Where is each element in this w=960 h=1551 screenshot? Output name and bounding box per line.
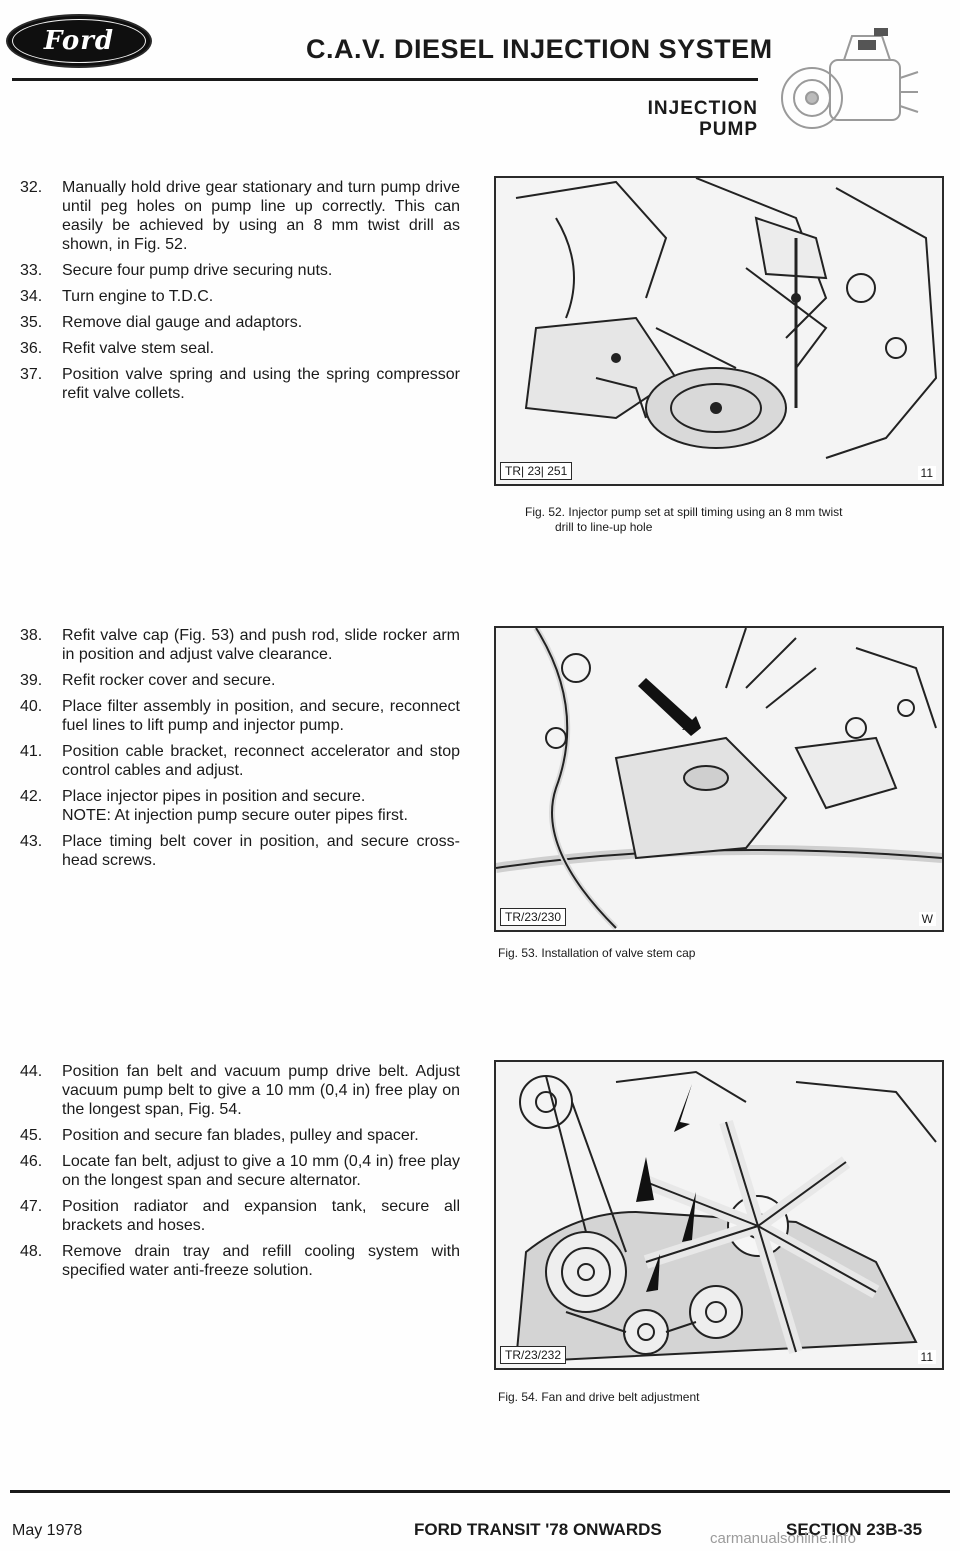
step-text: Remove dial gauge and adaptors. <box>62 314 303 331</box>
step-number: 48. <box>20 1243 43 1260</box>
step-text: Remove drain tray and refill cooling system with specified water anti-freeze solution. <box>62 1243 460 1279</box>
step-text <box>62 787 460 825</box>
fan-belt-drawing <box>496 1062 942 1368</box>
step-item <box>20 313 460 332</box>
footer-book-title: FORD TRANSIT '78 ONWARDS <box>414 1520 662 1539</box>
steps-group-a <box>20 178 460 403</box>
step-number: 34. <box>20 288 43 305</box>
figure-52-illustration <box>494 176 944 486</box>
step-number: 33. <box>20 262 43 279</box>
figure-53-illustration <box>494 626 944 932</box>
ford-logo <box>6 14 152 68</box>
section-title <box>648 98 758 140</box>
injector-pump-drawing <box>496 178 942 484</box>
figure-54-caption <box>498 1390 938 1405</box>
caption-line: drill to line-up hole <box>555 520 653 534</box>
steps-group-c <box>20 1062 460 1280</box>
step-item <box>20 1242 460 1280</box>
step-item <box>20 742 460 780</box>
step-item <box>20 697 460 735</box>
step-number: 39. <box>20 672 43 689</box>
step-text: Position fan belt and vacuum pump drive belt. Adjust vacuum pump belt to give a 10 mm (0,4 in) free play on the longest span, Fig. 54. <box>62 1063 460 1118</box>
step-text: Secure four pump drive securing nuts. <box>62 262 333 279</box>
section-title-line2: PUMP <box>699 119 758 140</box>
step-item <box>20 671 460 690</box>
step-number: 40. <box>20 698 43 715</box>
caption-line: Fig. 53. Installation of valve stem cap <box>498 946 696 960</box>
step-item <box>20 1152 460 1190</box>
footer-date: May 1978 <box>12 1522 83 1539</box>
step-note: NOTE: At injection pump secure outer pipes first. <box>62 807 408 824</box>
step-number: 37. <box>20 366 43 383</box>
step-text: Manually hold drive gear stationary and turn pump drive until peg holes on pump line up correctly. This can easily be achieved by using an 8 mm twist drill as shown, in Fig. 52. <box>62 179 460 253</box>
step-text: Place timing belt cover in position, and secure cross-head screws. <box>62 833 460 869</box>
step-item <box>20 287 460 306</box>
caption-line: Fig. 54. Fan and drive belt adjustment <box>498 1390 700 1404</box>
valve-stem-cap-drawing <box>496 628 942 930</box>
step-item <box>20 626 460 664</box>
step-text: Position valve spring and using the spring compressor refit valve collets. <box>62 366 460 402</box>
step-number: 35. <box>20 314 43 331</box>
step-main-text: Place injector pipes in position and secure. <box>62 788 366 805</box>
step-number: 46. <box>20 1153 43 1170</box>
step-item <box>20 261 460 280</box>
step-text: Position and secure fan blades, pulley and spacer. <box>62 1127 419 1144</box>
ford-logo-text: Ford <box>12 19 146 63</box>
step-number: 41. <box>20 743 43 760</box>
step-text: Turn engine to T.D.C. <box>62 288 214 305</box>
step-number: 44. <box>20 1063 43 1080</box>
step-text: Position cable bracket, reconnect accelerator and stop control cables and adjust. <box>62 743 460 779</box>
step-text: Locate fan belt, adjust to give a 10 mm (0,4 in) free play on the longest span and secure alternator. <box>62 1153 460 1189</box>
step-item <box>20 365 460 403</box>
page-title: C.A.V. DIESEL INJECTION SYSTEM <box>306 34 773 64</box>
figure-52-reference: TR| 23| 251 <box>500 462 572 480</box>
step-text: Position radiator and expansion tank, secure all brackets and hoses. <box>62 1198 460 1234</box>
step-number: 38. <box>20 627 43 644</box>
step-item <box>20 1126 460 1145</box>
step-item <box>20 832 460 870</box>
figure-53-reference: TR/23/230 <box>500 908 566 926</box>
section-title-line1: INJECTION <box>647 98 758 119</box>
figure-53-caption <box>498 946 938 961</box>
step-number: 32. <box>20 179 43 196</box>
step-text: Refit rocker cover and secure. <box>62 672 276 689</box>
step-item <box>20 1197 460 1235</box>
step-item <box>20 339 460 358</box>
footer-rule <box>10 1490 950 1493</box>
figure-53-mark: W <box>919 912 936 926</box>
caption-line: Fig. 52. Injector pump set at spill timing using an 8 mm twist <box>525 505 843 519</box>
step-item <box>20 1062 460 1119</box>
figure-54-illustration <box>494 1060 944 1370</box>
figure-54-reference: TR/23/232 <box>500 1346 566 1364</box>
step-number: 42. <box>20 788 43 805</box>
figure-52-caption <box>525 505 945 535</box>
steps-group-b <box>20 626 460 870</box>
step-number: 43. <box>20 833 43 850</box>
step-text: Refit valve cap (Fig. 53) and push rod, slide rocker arm in position and adjust valve clearance. <box>62 627 460 663</box>
figure-54-mark: 11 <box>918 1350 936 1364</box>
injection-pump-icon <box>772 20 922 156</box>
step-text: Place filter assembly in position, and secure, reconnect fuel lines to lift pump and injector pump. <box>62 698 460 734</box>
header-rule <box>12 78 758 81</box>
figure-52-mark: 11 <box>918 466 936 480</box>
watermark: carmanualsonline.info <box>710 1530 856 1547</box>
step-number: 45. <box>20 1127 43 1144</box>
step-number: 47. <box>20 1198 43 1215</box>
step-item <box>20 787 460 825</box>
step-item <box>20 178 460 254</box>
footer-section-number: SECTION 23B-35 <box>786 1520 923 1539</box>
step-number: 36. <box>20 340 43 357</box>
step-text: Refit valve stem seal. <box>62 340 215 357</box>
